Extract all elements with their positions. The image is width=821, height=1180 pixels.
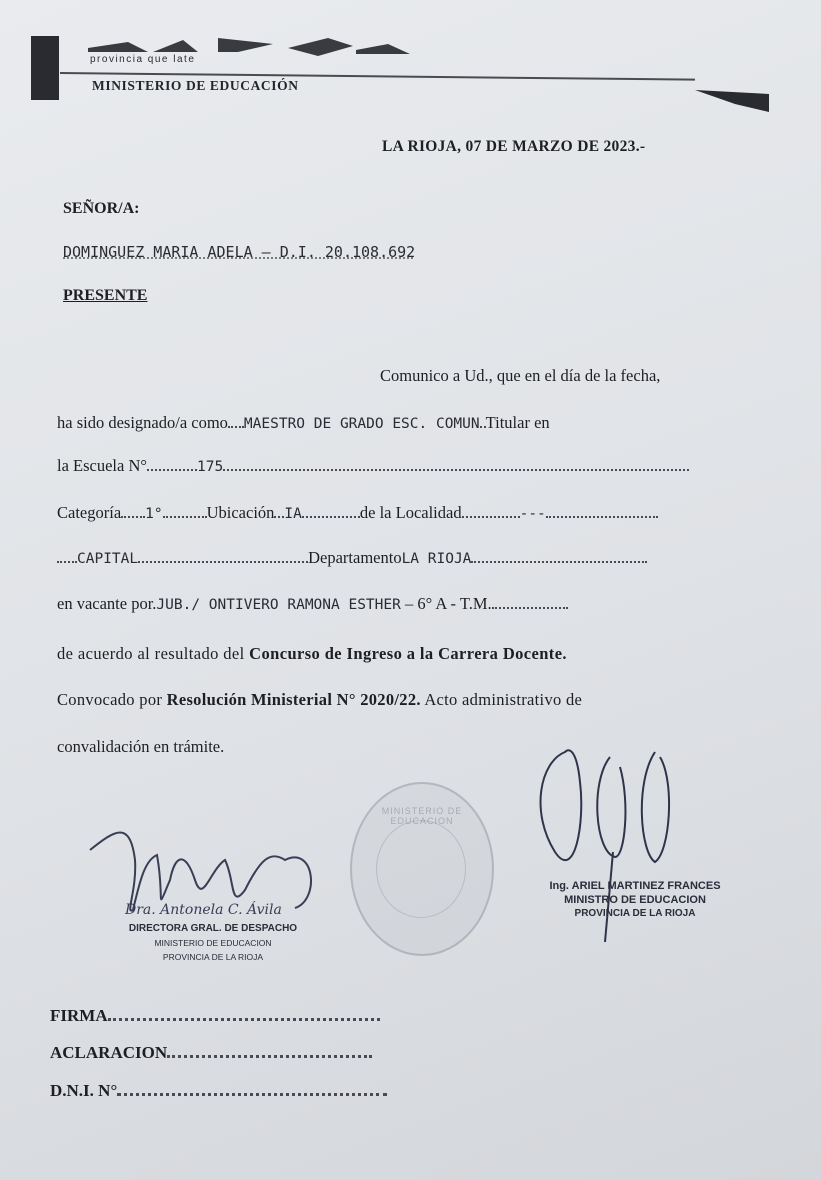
departamento-value: LA RIOJA: [401, 551, 472, 567]
convocado-row: [57, 690, 582, 710]
titular-suffix: Titular en: [485, 413, 550, 432]
ubicacion-value: IA: [284, 506, 302, 522]
presente: PRESENTE: [63, 287, 148, 304]
concurso-prefix: de acuerdo al resultado del: [57, 644, 250, 663]
dni-label: D.N.I. N°: [50, 1081, 118, 1100]
stamp-inner-ring: [376, 820, 466, 918]
vacante-label: en vacante por.: [57, 594, 157, 613]
convalidacion-row: convalidación en trámite.: [57, 737, 225, 756]
categoria-row: [57, 503, 658, 523]
designado-prefix: ha sido designado/a como: [57, 413, 228, 432]
header-tagline: provincia que late: [90, 54, 196, 65]
localidad-label: de la Localidad: [359, 503, 462, 522]
firma-label: FIRMA: [50, 1006, 108, 1025]
intro: Comunico a Ud., que en el día de la fecha,: [380, 366, 661, 385]
left-bar: [31, 36, 59, 100]
recipient-line: [63, 243, 415, 261]
right-signer-title: MINISTRO DE EDUCACION: [564, 894, 706, 906]
capital-row: [57, 548, 647, 568]
aclaracion-row: [50, 1043, 372, 1063]
escuela-label: la Escuela N°: [57, 456, 147, 475]
categoria-value: 1°: [145, 506, 163, 522]
concurso-bold: Concurso de Ingreso a la Carrera Docente.: [249, 644, 567, 663]
ministry-name: MINISTERIO DE EDUCACIÓN: [92, 78, 299, 93]
header: [0, 0, 821, 120]
header-rule-end-icon: [695, 84, 773, 114]
convocado-suffix: Acto administrativo de: [420, 690, 583, 709]
aclaracion-label: ACLARACION: [50, 1043, 168, 1062]
right-signer-province: PROVINCIA DE LA RIOJA: [574, 908, 696, 919]
stamp-text: MINISTERIO DE EDUCACION: [381, 806, 463, 826]
right-signer-name: Ing. ARIEL MARTINEZ FRANCES: [549, 880, 721, 892]
firma-row: [50, 1006, 380, 1026]
ubicacion-label: Ubicación: [206, 503, 275, 522]
left-signer-title: DIRECTORA GRAL. DE DESPACHO: [128, 923, 298, 934]
localidad-value: ---: [519, 506, 546, 522]
departamento-label: Departamento: [308, 548, 402, 567]
date-line: LA RIOJA, 07 DE MARZO DE 2023.-: [382, 138, 646, 155]
escuela-value: 175: [196, 459, 224, 475]
vacante-row: [57, 594, 568, 614]
designado-row: [57, 413, 550, 433]
designado-value: MAESTRO DE GRADO ESC. COMUN: [243, 416, 480, 432]
salutation: SEÑOR/A:: [63, 200, 140, 217]
dni-row: [50, 1081, 387, 1101]
convocado-bold: Resolución Ministerial N° 2020/22.: [166, 690, 421, 709]
vacante-value: JUB./ ONTIVERO RAMONA ESTHER: [156, 597, 401, 613]
left-signer-org: MINISTERIO DE EDUCACION: [154, 938, 272, 948]
vacante-extra: – 6° A - T.M.: [400, 594, 492, 613]
left-signer-name: Dra. Antonela C. Ávila: [125, 902, 282, 918]
left-signer-block: [118, 922, 308, 964]
categoria-label: Categoría: [57, 503, 122, 522]
escuela-row: [57, 456, 689, 476]
convocado-prefix: Convocado por: [57, 690, 167, 709]
official-stamp: [350, 782, 494, 956]
recipient: DOMINGUEZ MARIA ADELA – D.I. 20.108.692: [63, 243, 416, 261]
right-signer-block: [530, 879, 740, 921]
capital-value: CAPITAL: [77, 551, 139, 567]
concurso-row: [57, 644, 567, 664]
left-signer-province: PROVINCIA DE LA RIOJA: [162, 952, 264, 962]
